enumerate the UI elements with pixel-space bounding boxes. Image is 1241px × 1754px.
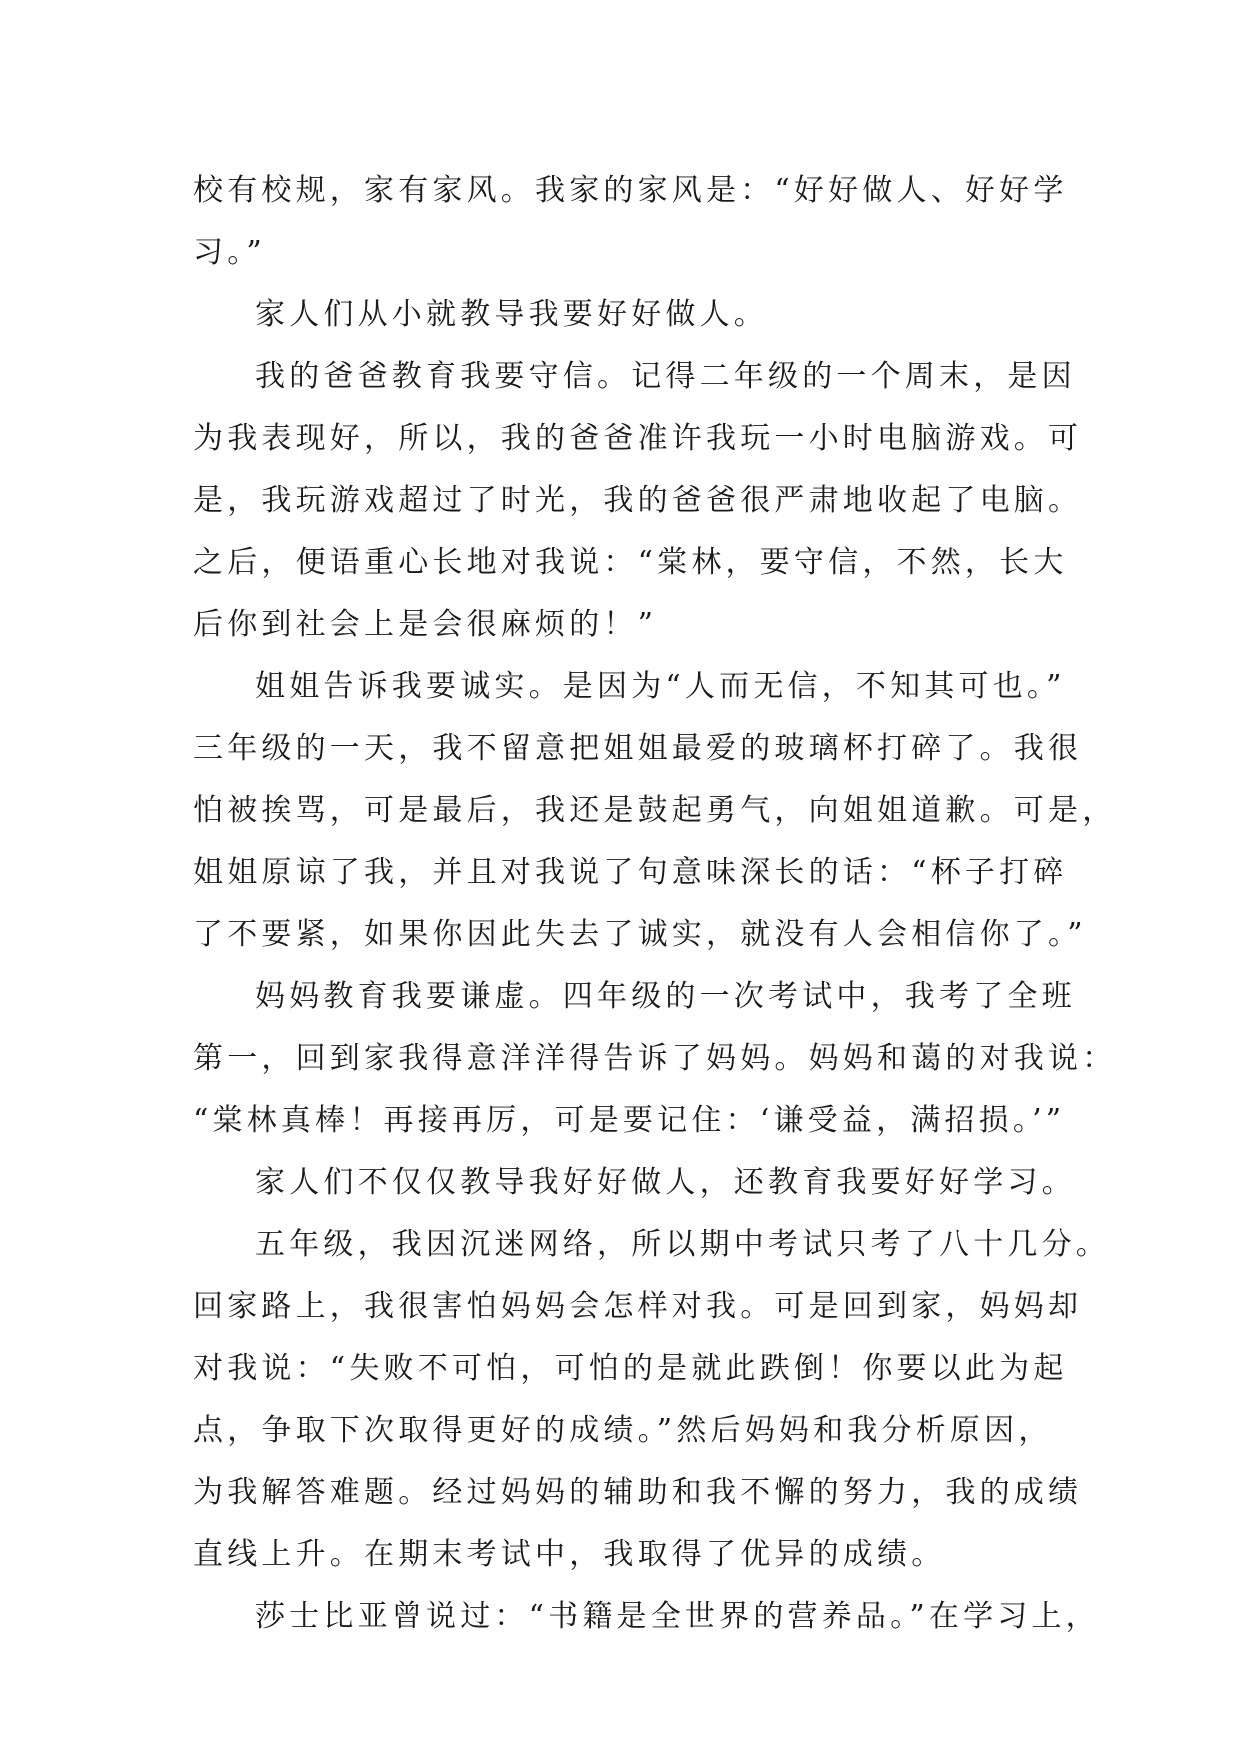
text-line: 是，我玩游戏超过了时光，我的爸爸很严肃地收起了电脑。	[193, 483, 1083, 518]
text-line: 三年级的一天，我不留意把姐姐最爱的玻璃杯打碎了。我很	[193, 731, 1083, 766]
body-text	[193, 160, 1117, 1648]
text-line: 我的爸爸教育我要守信。记得二年级的一个周末，是因	[255, 359, 1076, 394]
text-line: 家人们不仅仅教导我好好做人，还教育我要好好学习。	[255, 1165, 1076, 1200]
text-line: 后你到社会上是会很麻烦的！”	[193, 607, 658, 642]
text-line: 校有校规，家有家风。我家的家风是：“好好做人、好好学	[193, 173, 1068, 208]
text-line: 之后，便语重心长地对我说：“棠林，要守信，不然，长大	[193, 545, 1068, 580]
text-line: 为我解答难题。经过妈妈的辅助和我不懈的努力，我的成绩	[193, 1475, 1083, 1510]
text-line: 莎士比亚曾说过：“书籍是全世界的营养品。”在学习上，	[255, 1599, 1100, 1634]
text-line: 点，争取下次取得更好的成绩。”然后妈妈和我分析原因，	[193, 1413, 1053, 1448]
text-line: 回家路上，我很害怕妈妈会怎样对我。可是回到家，妈妈却	[193, 1289, 1083, 1324]
text-line: 直线上升。在期末考试中，我取得了优异的成绩。	[193, 1537, 946, 1572]
text-line: 为我表现好，所以，我的爸爸准许我玩一小时电脑游戏。可	[193, 421, 1083, 456]
text-line: 了不要紧，如果你因此失去了诚实，就没有人会相信你了。”	[193, 917, 1087, 952]
text-line: “棠林真棒！再接再厉，可是要记住：‘谦受益，满招损。’”	[193, 1103, 1066, 1138]
text-line: 习。”	[193, 235, 266, 270]
text-line: 五年级，我因沉迷网络，所以期中考试只考了八十几分。	[255, 1227, 1110, 1262]
text-line: 姐姐告诉我要诚实。是因为“人而无信，不知其可也。”	[255, 669, 1066, 704]
text-line: 第一，回到家我得意洋洋得告诉了妈妈。妈妈和蔼的对我说：	[193, 1041, 1117, 1076]
text-line: 姐姐原谅了我，并且对我说了句意味深长的话：“杯子打碎	[193, 855, 1068, 890]
text-line: 妈妈教育我要谦虚。四年级的一次考试中，我考了全班	[255, 979, 1076, 1014]
text-line: 对我说：“失败不可怕，可怕的是就此跌倒！你要以此为起	[193, 1351, 1068, 1386]
text-line: 家人们从小就教导我要好好做人。	[255, 297, 768, 332]
text-line: 怕被挨骂，可是最后，我还是鼓起勇气，向姐姐道歉。可是，	[193, 793, 1117, 828]
